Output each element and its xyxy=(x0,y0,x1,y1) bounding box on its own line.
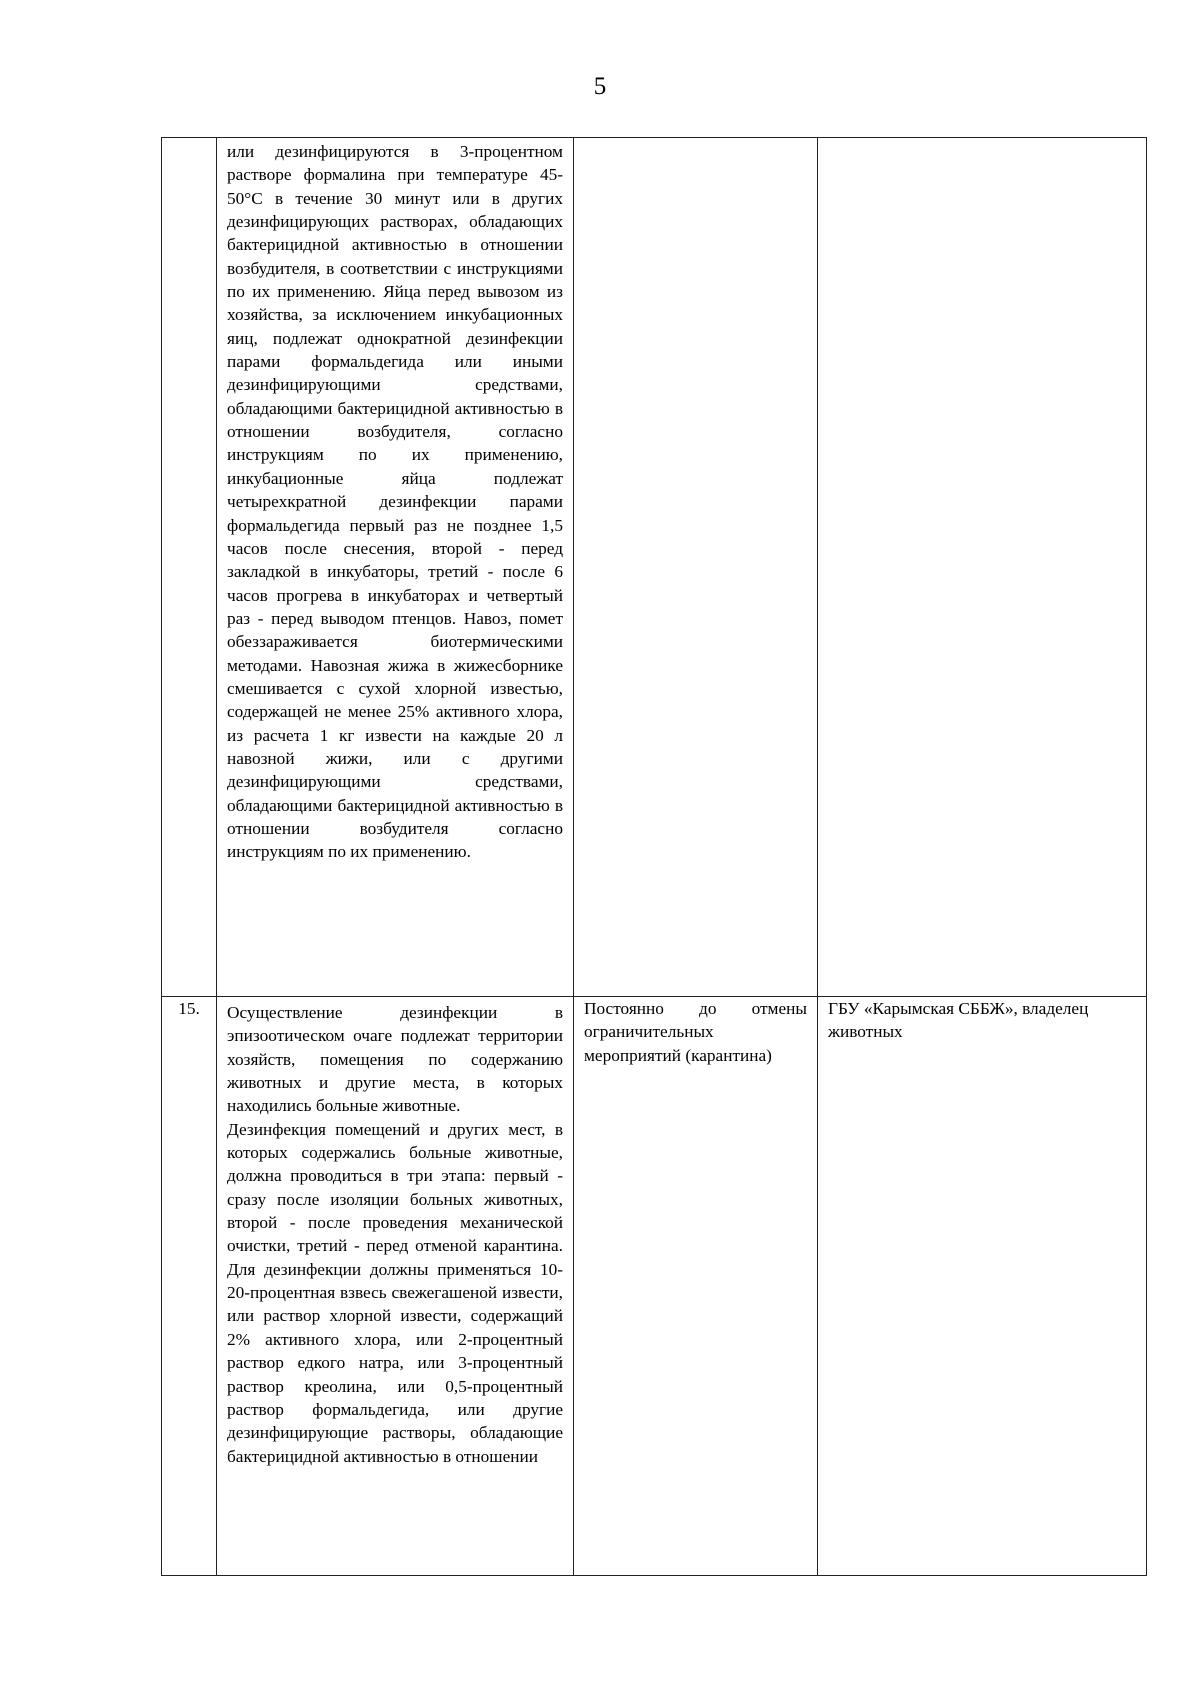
measure-cell xyxy=(217,997,574,1576)
row-number-cell: 15. xyxy=(162,997,217,1576)
measure-text-container xyxy=(227,1001,563,1569)
term-cell: Постоянно до отмены ограничительных мероприятий (карантина) xyxy=(574,997,818,1576)
measure-cell xyxy=(217,138,574,997)
measures-table xyxy=(161,137,1147,1576)
page-number: 5 xyxy=(593,73,607,100)
table-row xyxy=(162,138,1147,997)
row-number-cell xyxy=(162,138,217,997)
responsible-cell: ГБУ «Карымская СББЖ», владелец животных xyxy=(818,997,1147,1576)
measure-text: или дезинфицируются в 3-процентном растворе формалина при температуре 45-50°C в течение 30 минут или в других дезинфицирующих растворах, обладающих бактерицидной активностью в отношении возбудителя, в соответствии с инструкциями по их применению. Яйца перед вывозом из хозяйства, за исключением инкубационных яиц, подлежат однократной дезинфекции парами формальдегида или иными дезинфицирующими средствами, обладающими бактерицидной активностью в отношении возбудителя, согласно инструкциям по их применению, инкубационные яйца подлежат четырехкратной дезинфекции парами формальдегида первый раз не позднее 1,5 часов после снесения, второй - перед закладкой в инкубаторы, третий - после 6 часов прогрева в инкубаторах и четвертый раз - перед выводом птенцов. Навоз, помет обеззараживается биотермическими методами. Навозная жижа в жижесборнике смешивается с сухой хлорной известью, содержащей не менее 25% активного хлора, из расчета 1 кг извести на каждые 20 л навозной жижи, или с другими дезинфицирующими средствами, обладающими бактерицидной активностью в отношении возбудителя согласно инструкциям по их применению. xyxy=(227,142,563,862)
measure-paragraph-2: Дезинфекция помещений и других мест, в которых содержались больные животные, должна проводиться в три этапа: первый - сразу после изоляции больных животных, второй - после проведения механической очистки, третий - перед отменой карантина. Для дезинфекции должны применяться 10-20-процентная взвесь свежегашеной извести, или раствор хлорной извести, содержащий 2% активного хлора, или 2-процентный раствор едкого натра, или 3-процентный раствор креолина, или 0,5-процентный раствор формальдегида, или другие дезинфицирующие растворы, обладающие бактерицидной активностью в отношении xyxy=(227,1119,563,1466)
responsible-cell xyxy=(818,138,1147,997)
term-cell xyxy=(574,138,818,997)
table-row xyxy=(162,997,1147,1576)
measure-paragraph-1: Осуществление дезинфекции в эпизоотическом очаге подлежат территории хозяйств, помещения по содержанию животных и другие места, в которых находились больные животные. xyxy=(227,1003,563,1116)
